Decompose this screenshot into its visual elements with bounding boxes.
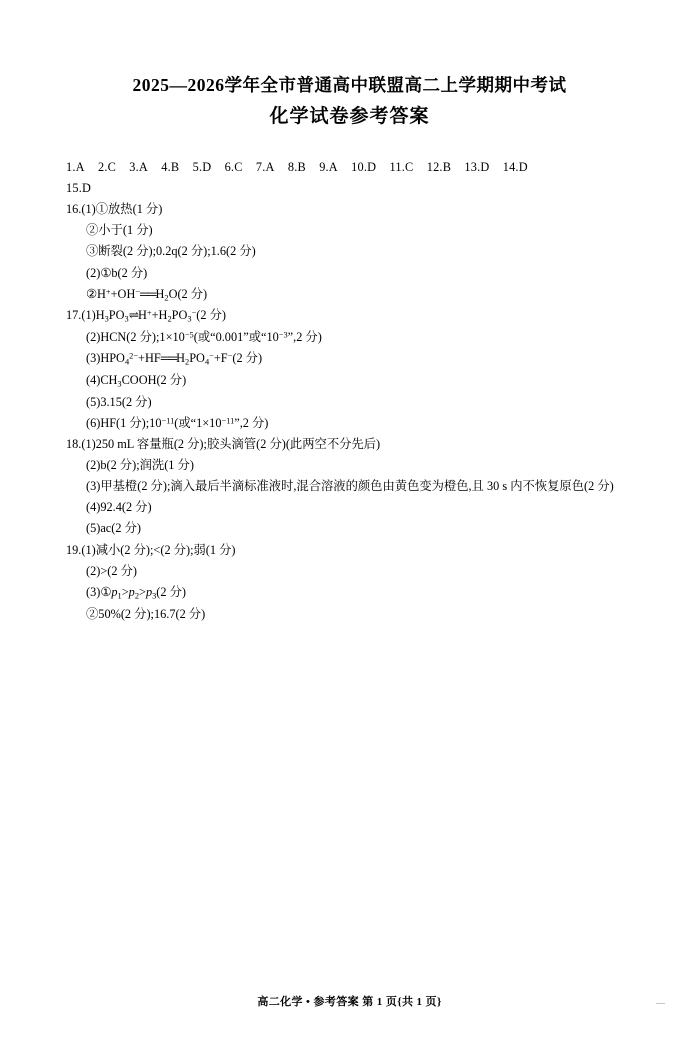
answer-17-line-4: $(4)CH_3COOH(2$ 分) (86, 372, 187, 389)
answer-17-line-5: (5)3.15(2 分) (86, 394, 152, 409)
answer-18-line-3: (3)甲基橙(2 分);滴入最后半滴标准液时,混合溶液的颜色由黄色变为橙色,且 30 s 内不恢复原色(2 分) (86, 479, 614, 494)
answer-17-line-2: (2)HCN(2 分)$;1\times 10^{-5}$(或“0.001”或“$10^{-3}”,2$ 分) (86, 330, 322, 345)
page-subtitle: 化学试卷参考答案 (269, 106, 430, 128)
mcq-item: 6.C (224, 159, 243, 174)
mcq-item: 7.A (255, 159, 275, 174)
answer-16-line-5: $②H^++OH^-══H_2O(2$ 分) (86, 286, 208, 303)
answer-19-line-1: 19.(1)减小(2 分);<(2 分);弱(1 分) (66, 542, 236, 557)
answer-17-line-3: $(3)HPO_4^{2-}+HF══H_2PO_4^-+F^-(2$ 分) (86, 351, 263, 367)
mcq-item: 12.B (426, 159, 452, 174)
answer-sheet-page (0, 72, 699, 1055)
answer-19-line-4: ②50%(2 分);16.7(2 分) (86, 606, 206, 621)
corner-mark: — (656, 998, 665, 1008)
answer-19-line-3: $(3)①p_1>p_2>p_3(2$ 分) (86, 584, 186, 601)
mcq-row-2 (60, 178, 639, 199)
mcq-item: 15.D (66, 180, 92, 195)
answer-18-line-4: (4)92.4(2 分) (86, 500, 152, 515)
mcq-item: 13.D (464, 159, 490, 174)
answer-16-line-3: ③断裂(2 分);0.2q(2 分);1.6(2 分) (86, 244, 256, 259)
answer-17-line-1: $17.(1)H_3PO_3\rightleftharpoons H^++H_2PO_3^-(2$ 分) (66, 308, 226, 324)
answer-17-line-6: (6)HF(1 分)$;10^{-11}$(或“$1\times 10^{-11}”,2$ 分) (86, 415, 269, 430)
page-title: 2025—2026学年全市普通高中联盟高二上学期期中考试 (132, 75, 567, 95)
page-footer: 高二化学 • 参考答案 第 1 页{共 1 页} (257, 996, 442, 1008)
mcq-item: 14.D (502, 159, 528, 174)
mcq-item: 2.C (97, 159, 117, 174)
mcq-item: 4.B (161, 159, 180, 174)
mcq-item: 11.C (389, 159, 414, 174)
mcq-item: 5.D (192, 159, 212, 174)
answer-19-line-2: (2)>(2 分) (86, 563, 137, 578)
answer-16-line-4: (2)①b(2 分) (86, 265, 148, 280)
answer-18-line-2: (2)b(2 分);润洗(1 分) (86, 458, 194, 473)
answer-18-line-5: (5)ac(2 分) (86, 521, 141, 536)
answer-18-line-1: 18.(1)250 mL 容量瓶(2 分);胶头滴管(2 分)(此两空不分先后) (66, 436, 381, 451)
mcq-item: 3.A (129, 159, 148, 174)
mcq-item: 9.A (319, 159, 338, 174)
mcq-item: 10.D (351, 159, 377, 174)
mcq-item: 1.A (66, 159, 85, 174)
mcq-row-1 (60, 157, 639, 178)
mcq-item: 8.B (287, 159, 306, 174)
answer-16-line-2: ②小于(1 分) (86, 223, 153, 238)
answer-16-line-1: 16.(1)①放热(1 分) (66, 202, 163, 217)
answers-body (60, 157, 639, 625)
